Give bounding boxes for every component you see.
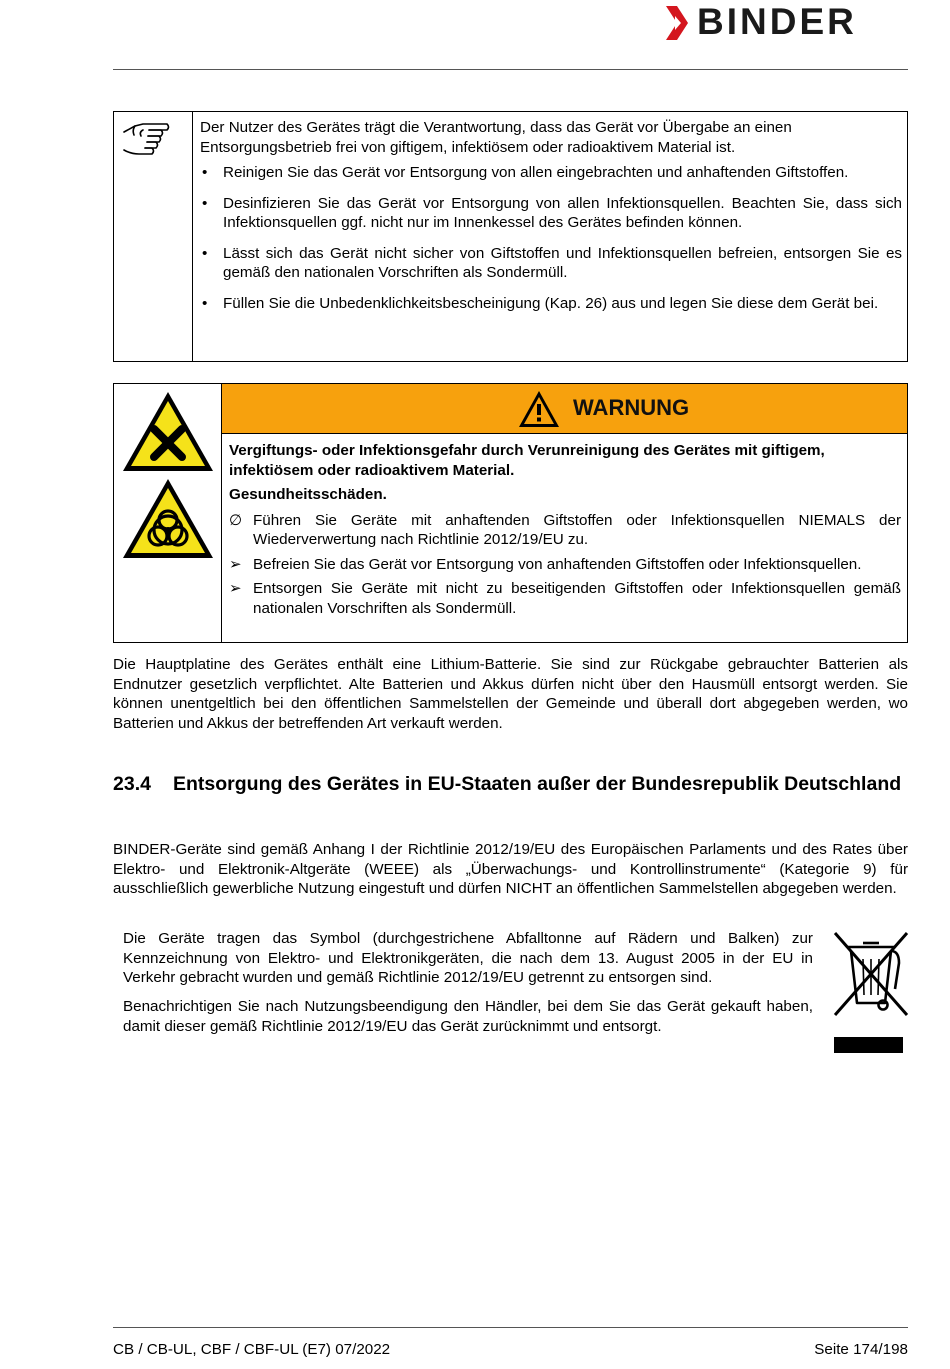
bullet-text: Reinigen Sie das Gerät vor Entsorgung von allen eingebrachten und anhaftenden Giftstoffen. xyxy=(223,164,849,181)
weee-paragraph-1: Die Geräte tragen das Symbol (durchgestrichene Abfalltonne auf Rädern und Balken) zur Kennzeichnung von Elektro- und Elektronikgeräten, die nach dem 13. August 2005 in der EU in Verkehr gebracht wurden und gemäß Richtlinie 2012/19/EU getrennt zu entsorgen sind. xyxy=(123,930,813,986)
list-item xyxy=(200,163,902,183)
note-text xyxy=(200,118,902,324)
warning-box xyxy=(113,383,908,643)
header-divider xyxy=(113,69,908,70)
footer-divider xyxy=(113,1327,908,1328)
brand-name: BINDER xyxy=(697,1,857,42)
list-item xyxy=(200,194,902,233)
warning-triangle-icon xyxy=(517,389,561,429)
note-bullet-list xyxy=(200,163,902,313)
footer-page-number: Seite 174/198 xyxy=(814,1341,908,1358)
bullet-symbol: • xyxy=(202,164,208,181)
footer-document-id: CB / CB-UL, CBF / CBF-UL (E7) 07/2022 xyxy=(113,1341,391,1358)
arrow-symbol: ➢ xyxy=(229,555,242,573)
list-item xyxy=(200,294,902,314)
section-number: 23.4 xyxy=(113,773,151,795)
consequence-statement: Gesundheitsschäden. xyxy=(229,486,387,503)
bullet-symbol: • xyxy=(202,244,208,262)
biohazard-icon xyxy=(120,476,216,562)
warning-title: WARNUNG xyxy=(573,395,690,420)
warning-body xyxy=(229,441,901,623)
measure-text: Führen Sie Geräte mit anhaftenden Giftstoffen oder Infektionsquellen NIEMALS der Wiederverwertung nach Richtlinie 2012/19/EU zu. xyxy=(253,511,901,548)
note-icon-cell xyxy=(114,112,193,361)
bullet-text: Füllen Sie die Unbedenklichkeitsbescheinigung (Kap. 26) aus und legen Sie diese dem Gerät bei. xyxy=(223,294,879,312)
note-intro: Der Nutzer des Gerätes trägt die Verantwortung, dass das Gerät vor Übergabe an einen Entsorgungsbetrieb frei von giftigem, infektiösem oder radioaktivem Material ist. xyxy=(200,119,792,156)
note-box xyxy=(113,111,908,362)
weee-paragraph-2: Benachrichtigen Sie nach Nutzungsbeendigung den Händler, bei dem Sie das Gerät gekauft haben, damit dieser gemäß Richtlinie 2012/19/EU das Gerät zurücknimmt und entsorgt. xyxy=(123,998,813,1035)
measure-text: Befreien Sie das Gerät vor Entsorgung von anhaftenden Giftstoffen oder Infektionsquellen. xyxy=(253,555,862,573)
list-item xyxy=(229,511,901,550)
bullet-symbol: • xyxy=(202,294,208,312)
warning-measure-list xyxy=(229,511,901,619)
measure-text: Entsorgen Sie Geräte mit nicht zu beseitigenden Giftstoffen oder Infektionsquellen gemäß nationalen Vorschriften als Sondermüll. xyxy=(253,580,901,617)
arrow-symbol: ➢ xyxy=(229,580,242,597)
warning-header xyxy=(222,384,907,434)
binder-logo-mark-icon xyxy=(663,4,693,42)
prohibition-symbol: ∅ xyxy=(229,511,243,529)
warning-icon-cell xyxy=(114,384,222,642)
bullet-symbol: • xyxy=(202,194,208,212)
section-title: Entsorgung des Gerätes in EU-Staaten außer der Bundesrepublik Deutschland xyxy=(173,773,902,795)
bullet-text: Desinfizieren Sie das Gerät vor Entsorgung von allen Infektionsquellen. Beachten Sie, dass sich Infektionsquellen ggf. nicht nur im Innenkessel des Gerätes befinden können. xyxy=(223,194,902,231)
harmful-substance-icon xyxy=(120,389,216,475)
crossed-out-wheelie-bin-icon xyxy=(833,929,909,1055)
pointing-hand-icon xyxy=(121,118,171,166)
hazard-statement: Vergiftungs- oder Infektionsgefahr durch Verunreinigung des Gerätes mit giftigem, infektiösem oder radioaktivem Material. xyxy=(229,442,825,479)
battery-paragraph: Die Hauptplatine des Gerätes enthält eine Lithium-Batterie. Sie sind zur Rückgabe gebrauchter Batterien als Endnutzer gesetzlich verpflichtet. Alte Batterien und Akkus dürfen nicht über den Hausmüll entsorgt werden. Sie können unentgeltlich bei den öffentlichen Sammelstellen der Gemeinde und überall dort abgegeben werden, wo Batterien und Akkus der betreffenden Art verkauft werden. xyxy=(113,656,908,732)
list-item xyxy=(200,244,902,283)
section-paragraph: BINDER-Geräte sind gemäß Anhang I der Richtlinie 2012/19/EU des Europäischen Parlaments und des Rates über Elektro- und Elektronik-Altgeräte (WEEE) als „Überwachungs- und Kontrollinstrumente“ (Kategorie 9) für ausschließlich gewerbliche Nutzung eingestuft und dürfen NICHT an öffentlichen Sammelstellen abgegeben werden. xyxy=(113,841,908,897)
list-item xyxy=(229,579,901,618)
list-item xyxy=(229,555,901,575)
bullet-text: Lässt sich das Gerät nicht sicher von Giftstoffen und Infektionsquellen befreien, entsorgen Sie es gemäß den nationalen Vorschriften als Sondermüll. xyxy=(223,244,902,281)
binder-logo xyxy=(663,1,913,44)
